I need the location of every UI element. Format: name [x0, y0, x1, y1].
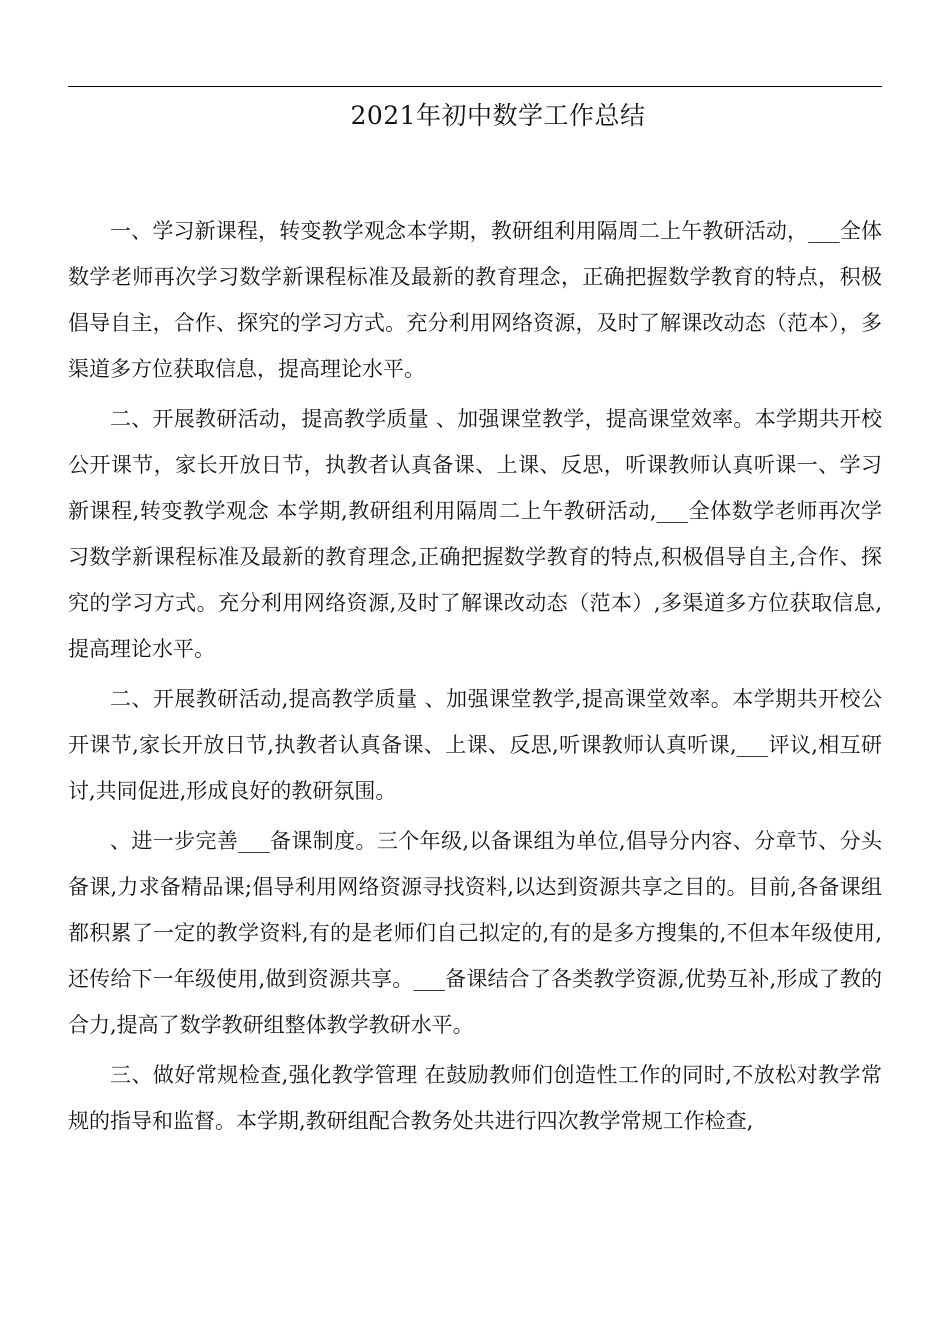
paragraph-4: 、进一步完善___备课制度。三个年级,以备课组为单位,倡导分内容、分章节、分头备课,力求备精品课;倡导利用网络资源寻找资料,以达到资源共享之目的。目前,各备课组都积累了一定的教学资料,有的是老师们自己拟定的,有的是多方搜集的,不但本年级使用,还传给下一年级使用,做到资源共享。___备课结合了各类教学资源,优势互补,形成了教的合力,提高了数学教研组整体教学教研水平。	[68, 829, 882, 1037]
paragraph-5: 三、做好常规检查,强化教学管理 在鼓励教师们创造性工作的同时,不放松对教学常规的指导和监督。本学期,教研组配合教务处共进行四次教学常规工作检查,	[68, 1063, 882, 1133]
header-rule	[68, 86, 882, 87]
document-title: 2021年初中数学工作总结	[350, 101, 646, 130]
paragraph-2: 二、开展教研活动，提高教学质量 、加强课堂教学，提高课堂效率。本学期共开校公开课节，家长开放日节，执教者认真备课、上课、反思，听课教师认真听课一、学习新课程,转变教学观念 本学期,教研组利用隔周二上午教研活动,___全体数学老师再次学习数学新课程标准及最新的教育理念,正确把握数学教育的特点,积极倡导自主,合作、探究的学习方式。充分利用网络资源,及时了解课改动态（范本）,多渠道多方位获取信息,提高理论水平。	[68, 407, 882, 661]
paragraph-1: 一、学习新课程，转变教学观念本学期，教研组利用隔周二上午教研活动，___全体数学老师再次学习数学新课程标准及最新的教育理念，正确把握数学教育的特点，积极倡导自主，合作、探究的学习方式。充分利用网络资源，及时了解课改动态（范本），多渠道多方位获取信息，提高理论水平。	[68, 219, 882, 381]
paragraph-3: 二、开展教研活动,提高教学质量 、加强课堂教学,提高课堂效率。本学期共开校公开课节,家长开放日节,执教者认真备课、上课、反思,听课教师认真听课,___评议,相互研讨,共同促进,形成良好的教研氛围。	[68, 687, 882, 803]
document-body	[68, 208, 882, 1148]
